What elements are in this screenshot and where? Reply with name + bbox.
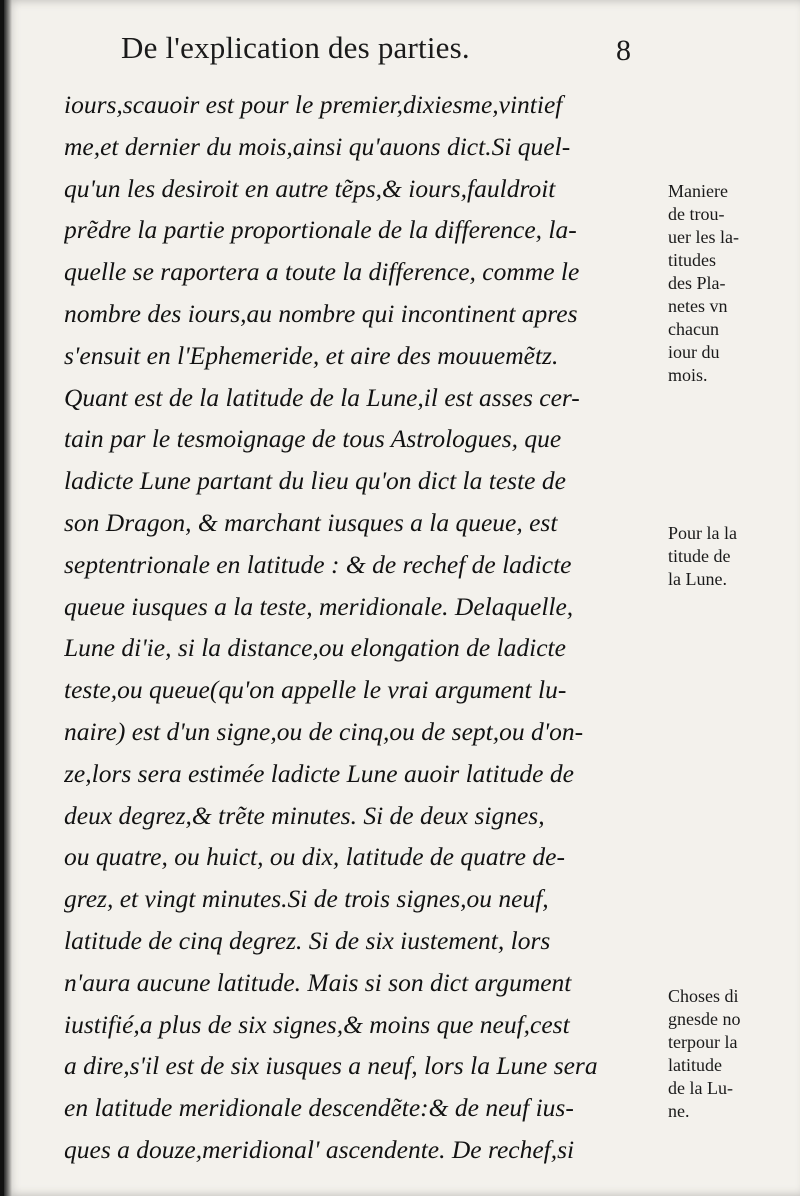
- margin-note-line: iour du: [668, 342, 720, 362]
- text-line: qu'un les desiroit en autre tẽps,& iours,fauldroit: [64, 173, 556, 203]
- text-line: naire) est d'un signe,ou de cinq,ou de sept,ou d'on-: [64, 716, 584, 746]
- text-line: ze,lors sera estimée ladicte Lune auoir latitude de: [64, 758, 574, 788]
- margin-note-line: Pour la la: [668, 523, 737, 543]
- main-text-block: [64, 84, 664, 1171]
- text-line: latitude de cinq degrez. Si de six iustement, lors: [64, 925, 551, 955]
- margin-note-pour-la-latitude: [668, 522, 794, 591]
- margin-note-maniere: [668, 180, 794, 387]
- margin-note-line: Maniere: [668, 181, 728, 201]
- text-line: s'ensuit en l'Ephemeride, et aire des mouuemẽtz.: [64, 340, 559, 370]
- margin-note-line: uer les la-: [668, 227, 739, 247]
- text-line: me,et dernier du mois,ainsi qu'auons dict.Si quel-: [64, 131, 571, 161]
- text-line: ladicte Lune partant du lieu qu'on dict la teste de: [64, 466, 566, 496]
- text-line: n'aura aucune latitude. Mais si son dict argument: [64, 967, 572, 997]
- text-line: Quant est de la latitude de la Lune,il est asses cer-: [64, 382, 580, 412]
- text-line: a dire,s'il est de six iusques a neuf, lors la Lune sera: [64, 1051, 598, 1081]
- margin-note-line: netes vn: [668, 296, 728, 316]
- text-line: prẽdre la partie proportionale de la difference, la-: [64, 215, 577, 245]
- running-header: [4, 26, 800, 76]
- text-line: iours,scauoir est pour le premier,dixiesme,vintief: [64, 90, 563, 119]
- margin-note-line: Choses di: [668, 986, 739, 1006]
- margin-note-line: ne.: [668, 1101, 690, 1121]
- text-line: en latitude meridionale descendẽte:& de neuf ius-: [64, 1093, 574, 1123]
- text-line: grez, et vingt minutes.Si de trois signes,ou neuf,: [64, 884, 549, 914]
- margin-note-line: gnesde no: [668, 1009, 741, 1029]
- margin-note-line: de trou-: [668, 204, 725, 224]
- page-title: De l'explication des parties.: [121, 30, 470, 65]
- text-line: ou quatre, ou huict, ou dix, latitude de quatre de-: [64, 842, 565, 872]
- page-edge-shadow: [4, 0, 12, 1196]
- margin-note-line: des Pla-: [668, 273, 726, 293]
- text-line: ques a douze,meridional' ascendente. De rechef,si: [64, 1134, 575, 1164]
- text-line: quelle se raportera a toute la difference, comme le: [64, 257, 580, 287]
- text-line: nombre des iours,au nombre qui incontinent apres: [64, 298, 578, 328]
- margin-note-line: mois.: [668, 365, 708, 385]
- text-line: son Dragon, & marchant iusques a la queue, est: [64, 507, 558, 537]
- margin-note-line: de la Lu-: [668, 1078, 733, 1098]
- margin-note-line: titudes: [668, 250, 716, 270]
- text-line: iustifié,a plus de six signes,& moins que neuf,cest: [64, 1009, 570, 1039]
- text-line: Lune di'ie, si la distance,ou elongation de ladicte: [64, 633, 566, 663]
- page-number: 8: [616, 34, 631, 67]
- text-line: queue iusques a la teste, meridionale. Delaquelle,: [64, 591, 574, 621]
- text-line: septentrionale en latitude : & de rechef de ladicte: [64, 549, 572, 579]
- book-page: [4, 0, 800, 1196]
- margin-note-line: chacun: [668, 319, 719, 339]
- text-line: tain par le tesmoignage de tous Astrologues, que: [64, 424, 562, 454]
- margin-note-line: latitude: [668, 1055, 722, 1075]
- text-line: deux degrez,& trẽte minutes. Si de deux signes,: [64, 800, 545, 830]
- margin-note-line: titude de: [668, 546, 731, 566]
- margin-note-choses-dignes: [668, 985, 794, 1123]
- margin-note-line: terpour la: [668, 1032, 738, 1052]
- text-line: teste,ou queue(qu'on appelle le vrai argument lu-: [64, 675, 567, 705]
- margin-note-line: la Lune.: [668, 569, 727, 589]
